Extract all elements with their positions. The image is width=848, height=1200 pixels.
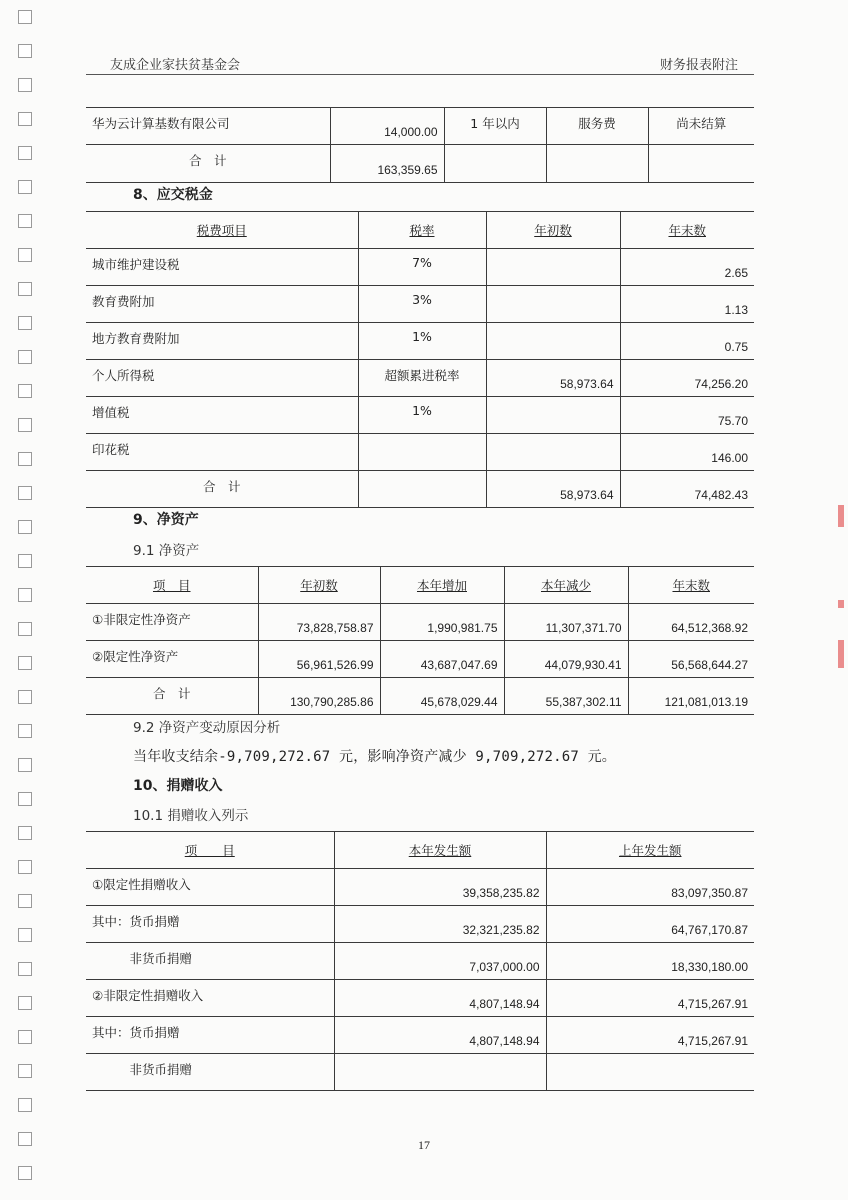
binding-hole bbox=[18, 146, 32, 160]
binding-hole bbox=[18, 112, 32, 126]
cell-decrease: 55,387,302.11 bbox=[504, 678, 628, 715]
cell-total-label: 合 计 bbox=[86, 471, 358, 508]
section-title-donations: 10、捐赠收入 bbox=[133, 778, 223, 794]
cell-empty bbox=[444, 145, 546, 183]
table-row bbox=[86, 906, 754, 943]
cell-tax-item: 城市维护建设税 bbox=[86, 249, 358, 286]
net-assets-table bbox=[86, 566, 754, 715]
cell-tax-rate: 7% bbox=[358, 249, 486, 286]
net-assets-change-text: 当年收支结余-9,709,272.67 元，影响净资产减少 9,709,272.67 元。 bbox=[133, 749, 617, 765]
binding-hole bbox=[18, 180, 32, 194]
binding-hole bbox=[18, 588, 32, 602]
cell-item: 非货币捐赠 bbox=[86, 943, 334, 980]
binding-hole bbox=[18, 384, 32, 398]
header-item: 项 目 bbox=[184, 843, 235, 858]
cell-tax-item: 个人所得税 bbox=[86, 360, 358, 397]
seal-stamp-edge bbox=[838, 600, 844, 608]
cell-opening: 56,961,526.99 bbox=[258, 641, 380, 678]
header-opening: 年初数 bbox=[300, 578, 338, 593]
header-prior-year: 上年发生额 bbox=[618, 843, 682, 858]
binding-hole bbox=[18, 316, 32, 330]
cell-opening bbox=[486, 323, 620, 360]
cell-closing: 56,568,644.27 bbox=[628, 641, 754, 678]
binding-hole bbox=[18, 622, 32, 636]
cell-opening bbox=[486, 434, 620, 471]
subsection-net-assets: 9.1 净资产 bbox=[133, 543, 200, 559]
table-row bbox=[86, 604, 754, 641]
payables-continuation-table bbox=[86, 107, 754, 183]
header-closing: 年末数 bbox=[668, 223, 706, 238]
cell-prior-year: 18,330,180.00 bbox=[546, 943, 754, 980]
cell-current-year: 7,037,000.00 bbox=[334, 943, 546, 980]
binding-hole bbox=[18, 418, 32, 432]
cell-prior-year: 83,097,350.87 bbox=[546, 869, 754, 906]
cell-opening bbox=[486, 249, 620, 286]
cell-empty bbox=[648, 145, 754, 183]
section-title-taxes: 8、应交税金 bbox=[133, 187, 213, 203]
cell-opening: 73,828,758.87 bbox=[258, 604, 380, 641]
cell-current-year: 39,358,235.82 bbox=[334, 869, 546, 906]
cell-closing: 75.70 bbox=[620, 397, 754, 434]
cell-aging: 1 年以内 bbox=[444, 108, 546, 145]
cell-opening: 58,973.64 bbox=[486, 471, 620, 508]
header-tax-rate: 税率 bbox=[409, 223, 435, 238]
binding-hole bbox=[18, 1030, 32, 1044]
binding-hole bbox=[18, 44, 32, 58]
cell-current-year: 4,807,148.94 bbox=[334, 980, 546, 1017]
binding-hole bbox=[18, 996, 32, 1010]
binding-hole bbox=[18, 452, 32, 466]
table-header-row bbox=[86, 567, 754, 604]
table-row bbox=[86, 397, 754, 434]
cell-total-label: 合 计 bbox=[86, 678, 258, 715]
binding-hole bbox=[18, 962, 32, 976]
table-row bbox=[86, 434, 754, 471]
cell-current-year bbox=[334, 1054, 546, 1091]
cell-tax-rate bbox=[358, 434, 486, 471]
cell-closing: 0.75 bbox=[620, 323, 754, 360]
cell-opening: 130,790,285.86 bbox=[258, 678, 380, 715]
binding-hole bbox=[18, 758, 32, 772]
cell-nature: 服务费 bbox=[546, 108, 648, 145]
binding-hole bbox=[18, 78, 32, 92]
table-header-row bbox=[86, 832, 754, 869]
cell-prior-year: 64,767,170.87 bbox=[546, 906, 754, 943]
header-item: 项 目 bbox=[152, 578, 191, 593]
cell-closing: 1.13 bbox=[620, 286, 754, 323]
cell-total-label: 合 计 bbox=[86, 145, 330, 183]
cell-tax-rate: 1% bbox=[358, 397, 486, 434]
binding-hole bbox=[18, 656, 32, 670]
cell-opening bbox=[486, 397, 620, 434]
cell-company: 华为云计算基数有限公司 bbox=[86, 108, 330, 145]
cell-tax-item: 教育费附加 bbox=[86, 286, 358, 323]
cell-total-amount: 163,359.65 bbox=[330, 145, 444, 183]
cell-prior-year: 4,715,267.91 bbox=[546, 1017, 754, 1054]
binding-hole bbox=[18, 826, 32, 840]
cell-opening bbox=[486, 286, 620, 323]
cell-item: ②限定性净资产 bbox=[86, 641, 258, 678]
cell-tax-item: 地方教育费附加 bbox=[86, 323, 358, 360]
header-decrease: 本年减少 bbox=[540, 578, 591, 593]
table-row bbox=[86, 980, 754, 1017]
header-organization: 友成企业家扶贫基金会 bbox=[110, 58, 241, 73]
cell-closing: 146.00 bbox=[620, 434, 754, 471]
table-row bbox=[86, 943, 754, 980]
cell-decrease: 11,307,371.70 bbox=[504, 604, 628, 641]
binding-hole bbox=[18, 1166, 32, 1180]
binding-hole bbox=[18, 792, 32, 806]
cell-tax-rate: 3% bbox=[358, 286, 486, 323]
binding-hole bbox=[18, 10, 32, 24]
binding-hole bbox=[18, 860, 32, 874]
cell-decrease: 44,079,930.41 bbox=[504, 641, 628, 678]
cell-item: ①非限定性净资产 bbox=[86, 604, 258, 641]
table-row bbox=[86, 1054, 754, 1091]
table-row bbox=[86, 286, 754, 323]
binding-hole bbox=[18, 486, 32, 500]
cell-empty bbox=[546, 145, 648, 183]
binding-hole bbox=[18, 214, 32, 228]
binding-hole bbox=[18, 1064, 32, 1078]
cell-closing: 74,256.20 bbox=[620, 360, 754, 397]
table-row bbox=[86, 108, 754, 145]
cell-tax-item: 增值税 bbox=[86, 397, 358, 434]
table-row bbox=[86, 869, 754, 906]
table-row bbox=[86, 641, 754, 678]
cell-increase: 45,678,029.44 bbox=[380, 678, 504, 715]
table-total-row bbox=[86, 471, 754, 508]
cell-increase: 1,990,981.75 bbox=[380, 604, 504, 641]
cell-status: 尚未结算 bbox=[648, 108, 754, 145]
cell-tax-rate: 超额累进税率 bbox=[358, 360, 486, 397]
subsection-net-assets-change: 9.2 净资产变动原因分析 bbox=[133, 720, 281, 736]
cell-closing: 74,482.43 bbox=[620, 471, 754, 508]
subsection-donations: 10.1 捐赠收入列示 bbox=[133, 808, 249, 824]
cell-opening: 58,973.64 bbox=[486, 360, 620, 397]
cell-increase: 43,687,047.69 bbox=[380, 641, 504, 678]
cell-prior-year bbox=[546, 1054, 754, 1091]
page-number: 17 bbox=[418, 1138, 430, 1152]
taxes-payable-table bbox=[86, 211, 754, 508]
table-header-row bbox=[86, 212, 754, 249]
header-increase: 本年增加 bbox=[416, 578, 467, 593]
binding-hole bbox=[18, 724, 32, 738]
cell-tax-item: 印花税 bbox=[86, 434, 358, 471]
cell-item: ②非限定性捐赠收入 bbox=[86, 980, 334, 1017]
binding-hole bbox=[18, 350, 32, 364]
cell-closing: 121,081,013.19 bbox=[628, 678, 754, 715]
binding-hole bbox=[18, 554, 32, 568]
cell-current-year: 4,807,148.94 bbox=[334, 1017, 546, 1054]
cell-current-year: 32,321,235.82 bbox=[334, 906, 546, 943]
header-tax-item: 税费项目 bbox=[196, 223, 247, 238]
table-total-row bbox=[86, 145, 754, 183]
table-row bbox=[86, 249, 754, 286]
table-row bbox=[86, 323, 754, 360]
cell-item: 非货币捐赠 bbox=[86, 1054, 334, 1091]
cell-tax-rate bbox=[358, 471, 486, 508]
cell-prior-year: 4,715,267.91 bbox=[546, 980, 754, 1017]
cell-closing: 64,512,368.92 bbox=[628, 604, 754, 641]
cell-tax-rate: 1% bbox=[358, 323, 486, 360]
binding-hole bbox=[18, 928, 32, 942]
header-doc-title: 财务报表附注 bbox=[659, 58, 738, 73]
header-current-year: 本年发生额 bbox=[408, 843, 472, 858]
section-title-net-assets: 9、净资产 bbox=[133, 512, 199, 528]
cell-item: 其中：货币捐赠 bbox=[86, 1017, 334, 1054]
cell-closing: 2.65 bbox=[620, 249, 754, 286]
binding-hole bbox=[18, 248, 32, 262]
binding-hole bbox=[18, 894, 32, 908]
cell-amount: 14,000.00 bbox=[330, 108, 444, 145]
seal-stamp-edge bbox=[838, 640, 844, 668]
binding-hole bbox=[18, 690, 32, 704]
seal-stamp-edge bbox=[838, 505, 844, 527]
cell-item: ①限定性捐赠收入 bbox=[86, 869, 334, 906]
binding-hole bbox=[18, 282, 32, 296]
cell-item: 其中：货币捐赠 bbox=[86, 906, 334, 943]
header-rule bbox=[86, 74, 754, 75]
table-total-row bbox=[86, 678, 754, 715]
donation-income-table bbox=[86, 831, 754, 1091]
header-closing: 年末数 bbox=[672, 578, 710, 593]
binding-hole bbox=[18, 520, 32, 534]
binding-hole bbox=[18, 1098, 32, 1112]
table-row bbox=[86, 360, 754, 397]
table-row bbox=[86, 1017, 754, 1054]
header-opening: 年初数 bbox=[534, 223, 572, 238]
